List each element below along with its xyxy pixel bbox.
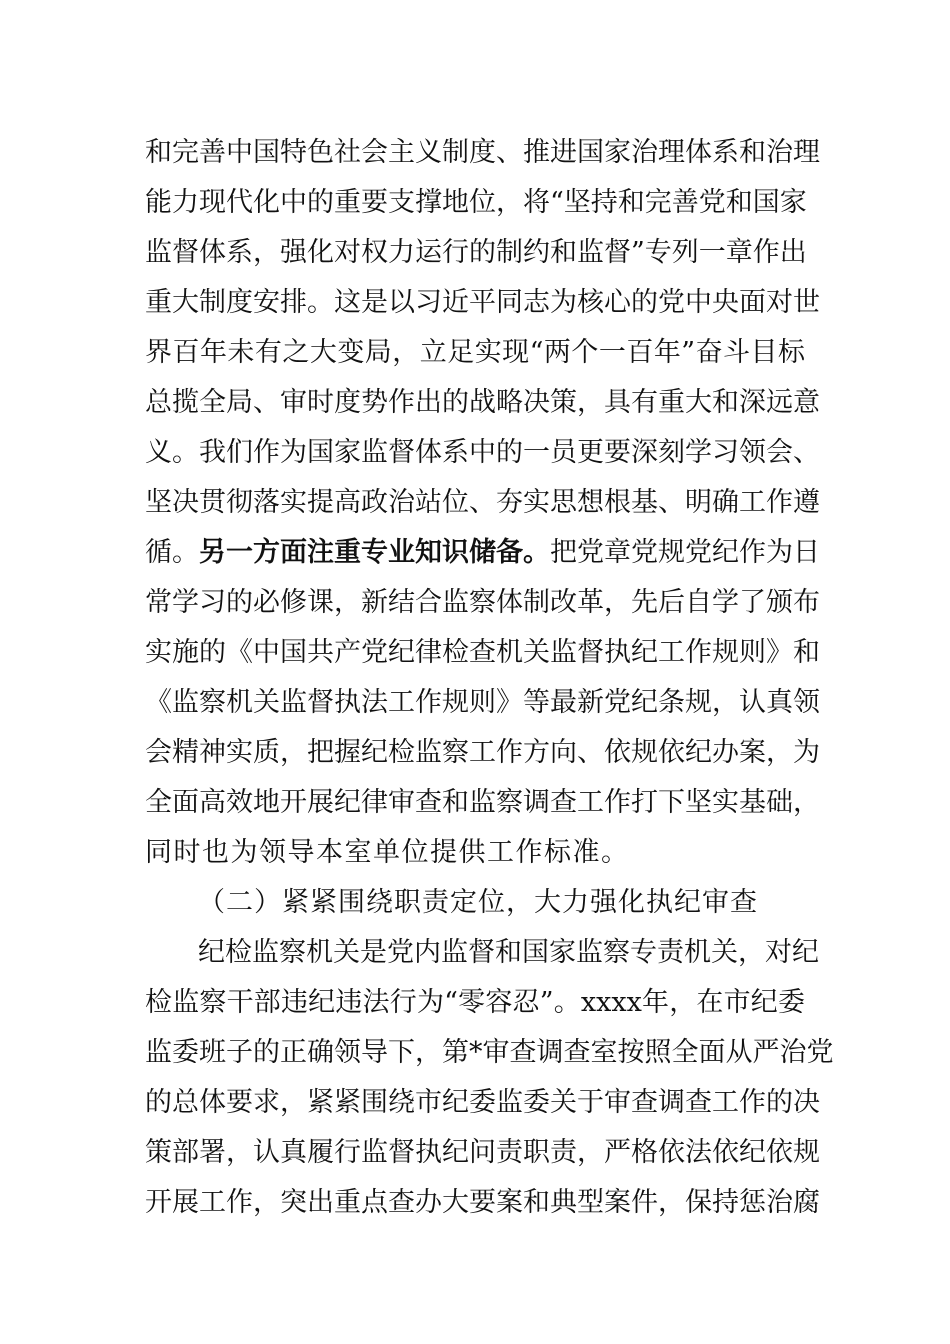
body-text-line-with-bold	[145, 533, 820, 573]
body-text-line: 义。我们作为国家监督体系中的一员更要深刻学习领会、	[145, 437, 820, 468]
bold-emphasis: 另一方面注重专业知识储备。	[199, 537, 550, 568]
body-text-line: 《监察机关监督执法工作规则》等最新党纪条规，认真领	[145, 687, 820, 718]
body-text-line: 同时也为领导本室单位提供工作标准。	[145, 837, 630, 868]
body-text-line: 能力现代化中的重要支撑地位，将“坚持和完善党和国家	[145, 187, 807, 218]
text-segment: 把党章党规党纪作为日	[550, 537, 820, 568]
body-text-line: 监委班子的正确领导下，第*审查调查室按照全面从严治党	[145, 1037, 834, 1068]
body-text-line: 策部署，认真履行监督执纪问责职责，严格依法依纪依规	[145, 1137, 820, 1168]
body-text-line: 实施的《中国共产党纪律检查机关监督执纪工作规则》和	[145, 637, 820, 668]
body-text-line: 重大制度安排。这是以习近平同志为核心的党中央面对世	[145, 287, 820, 318]
body-text-line: 开展工作，突出重点查办大要案和典型案件，保持惩治腐	[145, 1187, 820, 1218]
paragraph-first-line: 纪检监察机关是党内监督和国家监察专责机关，对纪	[198, 937, 819, 968]
body-text-line: 检监察干部违纪违法行为“零容忍”。xxxx年，在市纪委	[145, 987, 805, 1018]
body-text-line: 总揽全局、审时度势作出的战略决策，具有重大和深远意	[145, 387, 820, 418]
section-heading: （二）紧紧围绕职责定位，大力强化执纪审查	[198, 887, 758, 918]
body-text-line: 会精神实质，把握纪检监察工作方向、依规依纪办案，为	[145, 737, 820, 768]
text-segment: 循。	[145, 537, 199, 568]
body-text-line: 和完善中国特色社会主义制度、推进国家治理体系和治理	[145, 137, 820, 168]
body-text-line: 坚决贯彻落实提高政治站位、夯实思想根基、明确工作遵	[145, 487, 820, 518]
body-text-line: 常学习的必修课，新结合监察体制改革，先后自学了颁布	[145, 587, 820, 618]
body-text-line: 监督体系，强化对权力运行的制约和监督”专列一章作出	[145, 237, 807, 268]
body-text-line: 全面高效地开展纪律审查和监察调查工作打下坚实基础，	[145, 787, 820, 818]
body-text-line: 的总体要求，紧紧围绕市纪委监委关于审查调查工作的决	[145, 1087, 820, 1118]
body-text-line: 界百年未有之大变局，立足实现“两个一百年”奋斗目标	[145, 337, 805, 368]
